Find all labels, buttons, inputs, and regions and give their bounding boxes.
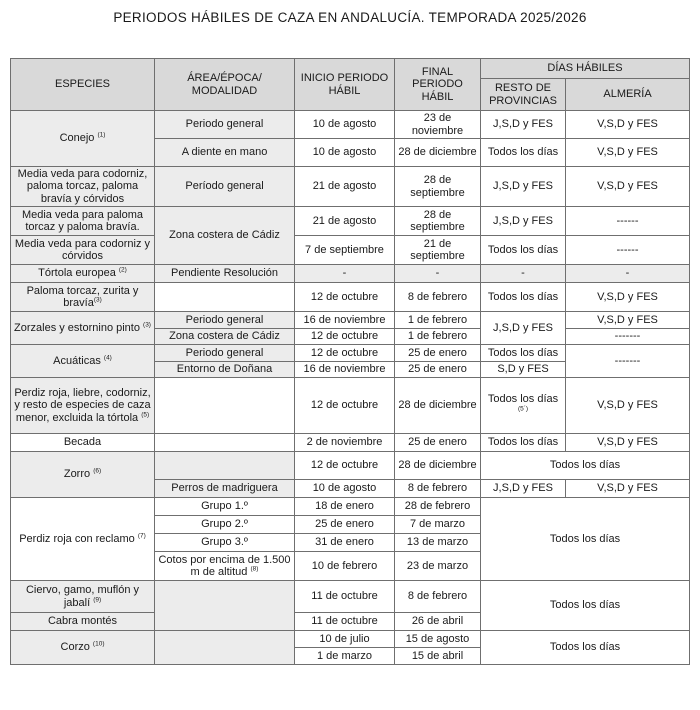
almeria-cell: V,S,D y FES [566, 480, 690, 498]
footnote-ref: (4) [103, 354, 112, 362]
table-row [11, 167, 690, 207]
table-row [11, 345, 690, 362]
almeria-cell: V,S,D y FES [566, 139, 690, 167]
footnote-ref: (3) [143, 321, 151, 329]
inicio-cell: 12 de octubre [295, 345, 395, 362]
resto-cell: Todos los días [481, 139, 566, 167]
species-cell: Media veda para codorniz y córvidos [11, 236, 155, 265]
area-cell: Zona costera de Cádiz [155, 207, 295, 265]
inicio-cell: 10 de agosto [295, 111, 395, 139]
resto-cell: Todos los días [481, 434, 566, 452]
dias-cell: Todos los días [481, 581, 690, 631]
resto-cell: J,S,D y FES [481, 312, 566, 345]
resto-cell: J,S,D y FES [481, 111, 566, 139]
page-title: PERIODOS HÁBILES DE CAZA EN ANDALUCÍA. TEMPORADA 2025/2026 [113, 10, 587, 25]
almeria-cell: - [566, 265, 690, 283]
table-row [11, 283, 690, 312]
species-cell: Tórtola europea $^{(2)}$ [11, 265, 155, 283]
table-row [11, 498, 690, 516]
area-cell: Grupo 1.º [155, 498, 295, 516]
final-cell: 28 de diciembre [395, 378, 481, 434]
resto-cell: S,D y FES [481, 362, 566, 378]
final-cell: 28 de febrero [395, 498, 481, 516]
table-row [11, 265, 690, 283]
species-cell: Acuáticas $^{(4)}$ [11, 345, 155, 378]
inicio-cell: 12 de octubre [295, 329, 395, 345]
inicio-cell: 1 de marzo [295, 648, 395, 665]
inicio-cell: 18 de enero [295, 498, 395, 516]
species-cell: Media veda para paloma torcaz y paloma bravía. [11, 207, 155, 236]
dias-cell: Todos los días [481, 631, 690, 665]
final-cell: 13 de marzo [395, 534, 481, 552]
species-cell: Perdiz roja, liebre, codorniz, y resto de especies de caza menor, excluida la tórtola $^{(5)}$ [11, 378, 155, 434]
species-cell: Becada [11, 434, 155, 452]
inicio-cell: 11 de octubre [295, 581, 395, 613]
inicio-cell: 12 de octubre [295, 452, 395, 480]
final-cell: 28 de diciembre [395, 452, 481, 480]
inicio-cell: 21 de agosto [295, 167, 395, 207]
almeria-cell: ------- [566, 329, 690, 345]
resto-cell: Todos los días $^{(5´)}$ [481, 378, 566, 434]
header-resto: RESTO DE PROVINCIAS [481, 79, 566, 111]
inicio-cell: 25 de enero [295, 516, 395, 534]
footnote-ref: (9) [93, 595, 102, 603]
area-cell [155, 452, 295, 480]
resto-cell: Todos los días [481, 236, 566, 265]
final-cell: 15 de abril [395, 648, 481, 665]
almeria-cell: V,S,D y FES [566, 312, 690, 329]
resto-cell: Todos los días [481, 283, 566, 312]
table-row [11, 207, 690, 236]
footnote-ref: (8) [250, 565, 259, 573]
resto-cell: J,S,D y FES [481, 207, 566, 236]
footnote-ref: (6) [93, 467, 102, 475]
final-cell: 28 de septiembre [395, 207, 481, 236]
resto-cell: J,S,D y FES [481, 167, 566, 207]
species-cell: Zorro $^{(6)}$ [11, 452, 155, 498]
dias-cell: Todos los días [481, 452, 690, 480]
header-final: FINAL PERIODO HÁBIL [395, 59, 481, 111]
area-cell [155, 283, 295, 312]
area-cell [155, 581, 295, 631]
final-cell: 8 de febrero [395, 581, 481, 613]
inicio-cell: 12 de octubre [295, 283, 395, 312]
area-cell: Periodo general [155, 312, 295, 329]
almeria-cell: ------- [566, 345, 690, 378]
species-cell: Paloma torcaz, zurita y bravía$^{(3)}$ [11, 283, 155, 312]
area-cell: Zona costera de Cádiz [155, 329, 295, 345]
resto-cell: J,S,D y FES [481, 480, 566, 498]
inicio-cell: - [295, 265, 395, 283]
inicio-cell: 12 de octubre [295, 378, 395, 434]
area-cell: A diente en mano [155, 139, 295, 167]
footnote-ref: (1) [97, 131, 106, 139]
footnote-ref: (2) [118, 266, 127, 274]
final-cell: 1 de febrero [395, 312, 481, 329]
species-cell: Ciervo, gamo, muflón y jabalí $^{(9)}$ [11, 581, 155, 613]
almeria-cell: ------ [566, 236, 690, 265]
hunting-periods-table [10, 58, 690, 665]
inicio-cell: 7 de septiembre [295, 236, 395, 265]
inicio-cell: 10 de agosto [295, 139, 395, 167]
final-cell: 8 de febrero [395, 283, 481, 312]
inicio-cell: 2 de noviembre [295, 434, 395, 452]
final-cell: 26 de abril [395, 613, 481, 631]
species-cell: Corzo $^{(10)}$ [11, 631, 155, 665]
final-cell: 25 de enero [395, 345, 481, 362]
footnote-ref: (5) [141, 411, 150, 419]
almeria-cell: V,S,D y FES [566, 283, 690, 312]
area-cell: Periodo general [155, 111, 295, 139]
table-row [11, 452, 690, 480]
table-row [11, 236, 690, 265]
footnote-ref: (7) [137, 532, 146, 540]
area-cell: Pendiente Resolución [155, 265, 295, 283]
header-especies: ESPECIES [11, 59, 155, 111]
final-cell: 23 de marzo [395, 552, 481, 581]
area-cell: Grupo 2.º [155, 516, 295, 534]
inicio-cell: 11 de octubre [295, 613, 395, 631]
species-cell: Cabra montés [11, 613, 155, 631]
final-cell: - [395, 265, 481, 283]
area-cell: Perros de madriguera [155, 480, 295, 498]
final-cell: 7 de marzo [395, 516, 481, 534]
table-row [11, 312, 690, 329]
dias-cell: Todos los días [481, 498, 690, 581]
final-cell: 25 de enero [395, 434, 481, 452]
almeria-cell: V,S,D y FES [566, 434, 690, 452]
inicio-cell: 21 de agosto [295, 207, 395, 236]
final-cell: 1 de febrero [395, 329, 481, 345]
header-dias-habiles: DÍAS HÁBILES [481, 59, 690, 79]
final-cell: 25 de enero [395, 362, 481, 378]
species-cell: Media veda para codorniz, paloma torcaz, paloma bravía y córvidos [11, 167, 155, 207]
area-cell [155, 631, 295, 665]
footnote-ref: (10) [92, 640, 105, 648]
resto-cell: Todos los días [481, 345, 566, 362]
final-cell: 28 de septiembre [395, 167, 481, 207]
header-inicio: INICIO PERIODO HÁBIL [295, 59, 395, 111]
species-cell: Perdiz roja con reclamo $^{(7)}$ [11, 498, 155, 581]
footnote-ref: (5´) [517, 404, 529, 412]
table-row [11, 111, 690, 139]
almeria-cell: ------ [566, 207, 690, 236]
inicio-cell: 31 de enero [295, 534, 395, 552]
inicio-cell: 10 de febrero [295, 552, 395, 581]
footnote-ref: (3) [93, 296, 102, 304]
species-cell: Conejo $^{(1)}$ [11, 111, 155, 167]
inicio-cell: 10 de julio [295, 631, 395, 648]
area-cell: Período general [155, 167, 295, 207]
area-cell [155, 378, 295, 434]
area-cell: Cotos por encima de 1.500 m de altitud $^{(8)}$ [155, 552, 295, 581]
table-row [11, 378, 690, 434]
inicio-cell: 10 de agosto [295, 480, 395, 498]
final-cell: 21 de septiembre [395, 236, 481, 265]
table-row [11, 631, 690, 648]
area-cell: Grupo 3.º [155, 534, 295, 552]
almeria-cell: V,S,D y FES [566, 111, 690, 139]
final-cell: 8 de febrero [395, 480, 481, 498]
inicio-cell: 16 de noviembre [295, 312, 395, 329]
final-cell: 15 de agosto [395, 631, 481, 648]
area-cell [155, 434, 295, 452]
resto-cell: - [481, 265, 566, 283]
header-almeria: ALMERÍA [566, 79, 690, 111]
almeria-cell: V,S,D y FES [566, 378, 690, 434]
header-area: ÁREA/ÉPOCA/ MODALIDAD [155, 59, 295, 111]
almeria-cell: V,S,D y FES [566, 167, 690, 207]
area-cell: Entorno de Doñana [155, 362, 295, 378]
final-cell: 23 de noviembre [395, 111, 481, 139]
inicio-cell: 16 de noviembre [295, 362, 395, 378]
header-row [11, 59, 690, 79]
species-cell: Zorzales y estornino pinto $^{(3)}$ [11, 312, 155, 345]
table-row [11, 581, 690, 613]
final-cell: 28 de diciembre [395, 139, 481, 167]
area-cell: Periodo general [155, 345, 295, 362]
table-row [11, 434, 690, 452]
